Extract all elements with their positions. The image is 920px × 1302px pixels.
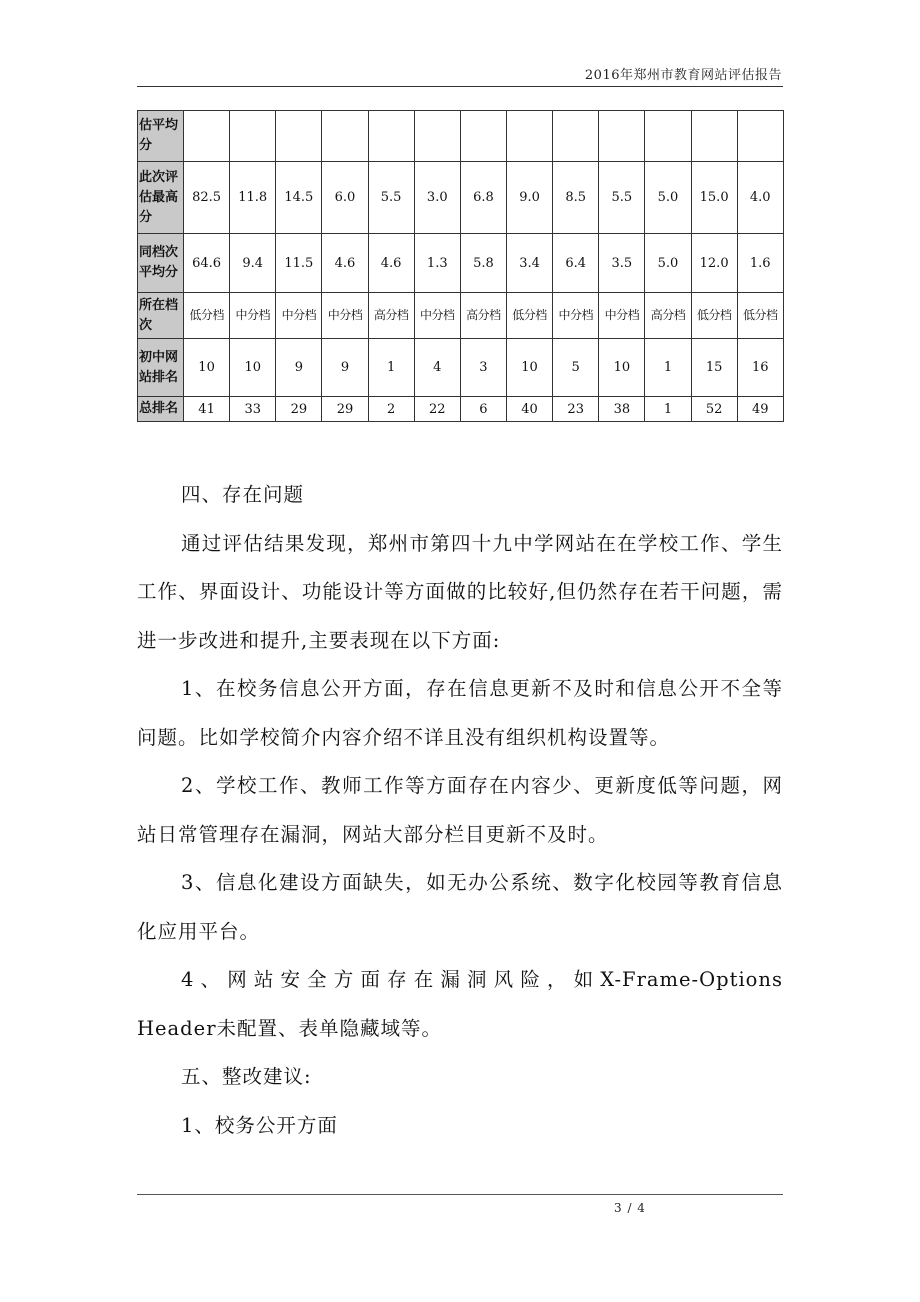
table-cell xyxy=(737,111,783,162)
table-cell: 3.5 xyxy=(599,234,645,293)
table-cell: 5.8 xyxy=(460,234,506,293)
table-cell: 高分档 xyxy=(368,293,414,339)
table-row xyxy=(138,162,784,234)
table-cell: 5.0 xyxy=(645,234,691,293)
table-cell xyxy=(276,111,322,162)
table-cell: 1.3 xyxy=(414,234,460,293)
table-cell xyxy=(322,111,368,162)
table-cell: 1 xyxy=(368,339,414,397)
table-cell: 低分档 xyxy=(691,293,737,339)
table-cell: 3.4 xyxy=(506,234,552,293)
table-cell: 5.0 xyxy=(645,162,691,234)
table-cell: 9 xyxy=(276,339,322,397)
table-cell: 12.0 xyxy=(691,234,737,293)
table-cell: 6.0 xyxy=(322,162,368,234)
list-item: 1、在校务信息公开方面，存在信息更新不及时和信息公开不全等问题。比如学校简介内容介绍不详且没有组织机构设置等。 xyxy=(137,677,783,749)
table-cell: 22 xyxy=(414,397,460,422)
table-cell xyxy=(230,111,276,162)
table-cell: 4.0 xyxy=(737,162,783,234)
table-cell: 中分档 xyxy=(230,293,276,339)
table-cell: 4.6 xyxy=(322,234,368,293)
table-cell: 64.6 xyxy=(184,234,230,293)
table-cell: 低分档 xyxy=(737,293,783,339)
table-cell xyxy=(599,111,645,162)
section-heading-problems: 四、存在问题 xyxy=(181,483,305,506)
table-cell xyxy=(414,111,460,162)
table-cell xyxy=(460,111,506,162)
table-cell: 中分档 xyxy=(414,293,460,339)
page-number: 3 / 4 xyxy=(614,1201,646,1215)
table-cell: 5.5 xyxy=(368,162,414,234)
list-item: 2、学校工作、教师工作等方面存在内容少、更新度低等问题，网站日常管理存在漏洞，网站大部分栏目更新不及时。 xyxy=(137,774,783,846)
table-cell: 15.0 xyxy=(691,162,737,234)
table-row xyxy=(138,111,784,162)
table-cell: 10 xyxy=(599,339,645,397)
list-item: 1、校务公开方面 xyxy=(181,1113,338,1137)
table-cell: 11.5 xyxy=(276,234,322,293)
table-cell: 1.6 xyxy=(737,234,783,293)
table-cell: 6.4 xyxy=(553,234,599,293)
table-cell: 29 xyxy=(322,397,368,422)
table-cell: 4 xyxy=(414,339,460,397)
table-cell: 高分档 xyxy=(460,293,506,339)
table-cell: 10 xyxy=(230,339,276,397)
page-header-title: 2016年郑州市教育网站评估报告 xyxy=(584,68,782,83)
table-cell: 10 xyxy=(184,339,230,397)
table-cell: 3 xyxy=(460,339,506,397)
table-row xyxy=(138,339,784,397)
table-cell: 5 xyxy=(553,339,599,397)
table-cell: 6.8 xyxy=(460,162,506,234)
row-header: 所在档次 xyxy=(138,293,184,339)
table-cell: 9.4 xyxy=(230,234,276,293)
table-cell: 低分档 xyxy=(184,293,230,339)
table-cell xyxy=(368,111,414,162)
header-divider xyxy=(137,86,783,87)
body-paragraph: 通过评估结果发现，郑州市第四十九中学网站在在学校工作、学生工作、界面设计、功能设计等方面做的比较好,但仍然存在若干问题，需进一步改进和提升,主要表现在以下方面: xyxy=(137,531,783,652)
table-cell: 中分档 xyxy=(322,293,368,339)
list-item: 4、网站安全方面存在漏洞风险，如X-Frame-Options Header未配置、表单隐藏域等。 xyxy=(137,968,804,1040)
table-cell: 23 xyxy=(553,397,599,422)
table-cell: 6 xyxy=(460,397,506,422)
table-cell: 3.0 xyxy=(414,162,460,234)
table-row xyxy=(138,293,784,339)
section-heading-suggestions: 五、整改建议: xyxy=(181,1065,312,1088)
row-header: 初中网站排名 xyxy=(138,339,184,397)
table-cell: 4.6 xyxy=(368,234,414,293)
report-body xyxy=(137,471,804,1150)
table-cell: 5.5 xyxy=(599,162,645,234)
table-cell: 40 xyxy=(506,397,552,422)
table-cell: 8.5 xyxy=(553,162,599,234)
footer-divider xyxy=(137,1194,783,1195)
table-cell: 低分档 xyxy=(506,293,552,339)
table-cell: 1 xyxy=(645,339,691,397)
table-cell: 9.0 xyxy=(506,162,552,234)
table-cell: 16 xyxy=(737,339,783,397)
table-cell: 33 xyxy=(230,397,276,422)
table-cell: 29 xyxy=(276,397,322,422)
table-cell: 中分档 xyxy=(599,293,645,339)
table-cell: 41 xyxy=(184,397,230,422)
table-cell: 10 xyxy=(506,339,552,397)
table-cell: 1 xyxy=(645,397,691,422)
table-cell: 15 xyxy=(691,339,737,397)
table-cell: 38 xyxy=(599,397,645,422)
row-header: 此次评估最高分 xyxy=(138,162,184,234)
table-row xyxy=(138,397,784,422)
table-cell xyxy=(184,111,230,162)
table-cell xyxy=(691,111,737,162)
table-cell: 中分档 xyxy=(553,293,599,339)
table-cell: 49 xyxy=(737,397,783,422)
table-cell: 2 xyxy=(368,397,414,422)
table-cell xyxy=(506,111,552,162)
score-table xyxy=(137,110,784,422)
row-header: 估平均分 xyxy=(138,111,184,162)
table-cell xyxy=(645,111,691,162)
table-cell: 高分档 xyxy=(645,293,691,339)
table-cell: 中分档 xyxy=(276,293,322,339)
table-cell xyxy=(553,111,599,162)
row-header: 同档次平均分 xyxy=(138,234,184,293)
list-item: 3、信息化建设方面缺失，如无办公系统、数字化校园等教育信息化应用平台。 xyxy=(137,871,783,943)
table-cell: 9 xyxy=(322,339,368,397)
row-header: 总排名 xyxy=(138,397,184,422)
table-cell: 11.8 xyxy=(230,162,276,234)
table-cell: 52 xyxy=(691,397,737,422)
table-cell: 82.5 xyxy=(184,162,230,234)
table-row xyxy=(138,234,784,293)
table-cell: 14.5 xyxy=(276,162,322,234)
